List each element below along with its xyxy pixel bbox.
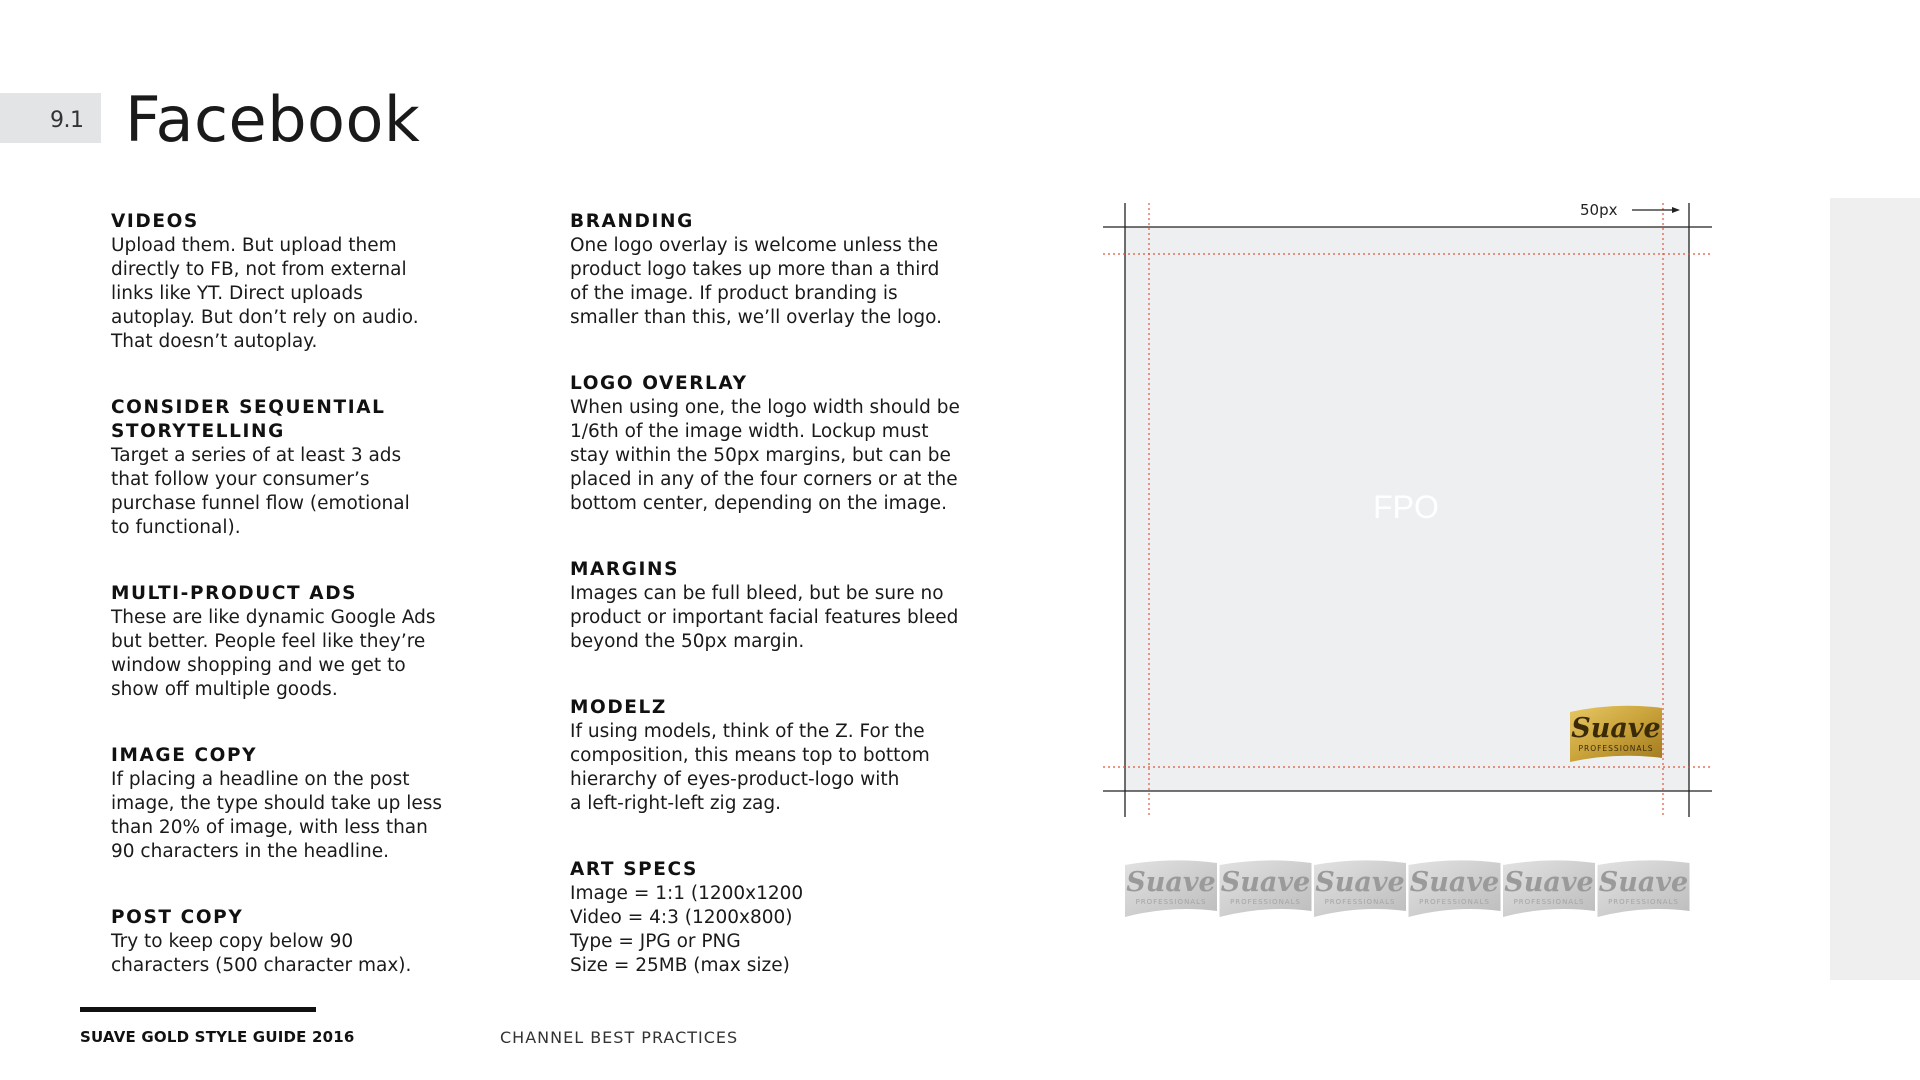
suave-logo-grey [1409,860,1501,917]
section-modelz [570,696,1010,816]
logo-subword: PROFESSIONALS [1135,898,1207,906]
logo-word: Suave [1220,867,1311,898]
section-heading: MULTI-PRODUCT ADS [111,583,358,604]
section-body: Images can be full bleed, but be sure no product or important facial features bleed beyond the 50px margin. [570,583,959,652]
suave-logo-grey [1314,860,1406,917]
footer-section-title: CHANNEL BEST PRACTICES [500,1028,739,1047]
logo-subword: PROFESSIONALS [1513,898,1585,906]
suave-logo-grey [1598,860,1690,917]
footer-rule [80,1007,316,1012]
section-sequential-storytelling [111,396,541,540]
side-panel [1830,198,1920,980]
section-art-specs [570,858,1010,978]
logo-word: Suave [1598,867,1689,898]
section-image-copy [111,744,541,864]
logo-variant-group [1125,860,1690,917]
margin-label: 50px [1580,201,1618,219]
section-multi-product-ads [111,582,541,702]
layout-diagram [1100,195,1720,925]
logo-word: Suave [1571,713,1661,744]
section-heading: VIDEOS [111,211,199,232]
section-body: Target a series of at least 3 ads that follow your consumer’s purchase funnel flow (emotional to functional). [111,445,410,538]
section-post-copy [111,906,541,978]
logo-subword: PROFESSIONALS [1230,898,1301,906]
section-body: One logo overlay is welcome unless the product logo takes up more than a third of the image. If product branding is smaller than this, we’ll overlay the logo. [570,235,943,328]
logo-word: Suave [1315,867,1405,898]
suave-logo-grey [1503,860,1595,917]
section-heading: BRANDING [570,211,694,232]
suave-logo-grey [1220,860,1312,917]
section-heading: POST COPY [111,907,244,928]
section-heading: ART SPECS [570,859,698,880]
logo-subword: PROFESSIONALS [1419,898,1490,906]
suave-logo-grey [1125,860,1217,917]
logo-word: Suave [1504,867,1594,898]
section-heading: IMAGE COPY [111,745,258,766]
section-body: If placing a headline on the post image, the type should take up less than 20% of image, with less than 90 characters in the headline. [111,769,443,862]
section-body: Image = 1:1 (1200x1200 Video = 4:3 (1200x800) Type = JPG or PNG Size = 25MB (max size) [570,883,804,976]
section-branding [570,210,1010,330]
section-body: These are like dynamic Google Ads but better. People feel like they’re window shopping and we get to show off multiple goods. [111,607,436,700]
logo-subword: PROFESSIONALS [1324,898,1396,906]
section-body: Upload them. But upload them directly to FB, not from external links like YT. Direct uploads autoplay. But don’t rely on audio. That doesn’t autoplay. [111,235,419,352]
logo-variants-row [1125,857,1695,919]
section-heading: MODELZ [570,697,667,718]
section-margins [570,558,1010,654]
margin-arrow-head-icon [1672,207,1680,213]
section-heading: MARGINS [570,559,680,580]
section-heading: CONSIDER SEQUENTIAL STORYTELLING [111,397,386,442]
page-title: Facebook [125,83,421,156]
section-logo-overlay [570,372,1010,516]
section-videos [111,210,541,354]
section-body: If using models, think of the Z. For the composition, this means top to bottom hierarchy of eyes-product-logo with a left-right-left zig zag. [570,721,930,814]
suave-logo-gold [1570,706,1662,762]
section-body: When using one, the logo width should be 1/6th of the image width. Lockup must stay within the 50px margins, but can be placed in any of the four corners or at the bottom center, depending on the image. [570,397,960,514]
section-heading: LOGO OVERLAY [570,373,748,394]
page-number: 9.1 [50,108,84,133]
logo-word: Suave [1126,867,1216,898]
logo-subword: PROFESSIONALS [1578,744,1654,753]
footer-guide-title: SUAVE GOLD STYLE GUIDE 2016 [80,1028,355,1046]
section-body: Try to keep copy below 90 characters (500 character max). [111,931,412,976]
fpo-placeholder: FPO [1373,489,1439,525]
logo-subword: PROFESSIONALS [1608,898,1679,906]
logo-word: Suave [1409,867,1500,898]
